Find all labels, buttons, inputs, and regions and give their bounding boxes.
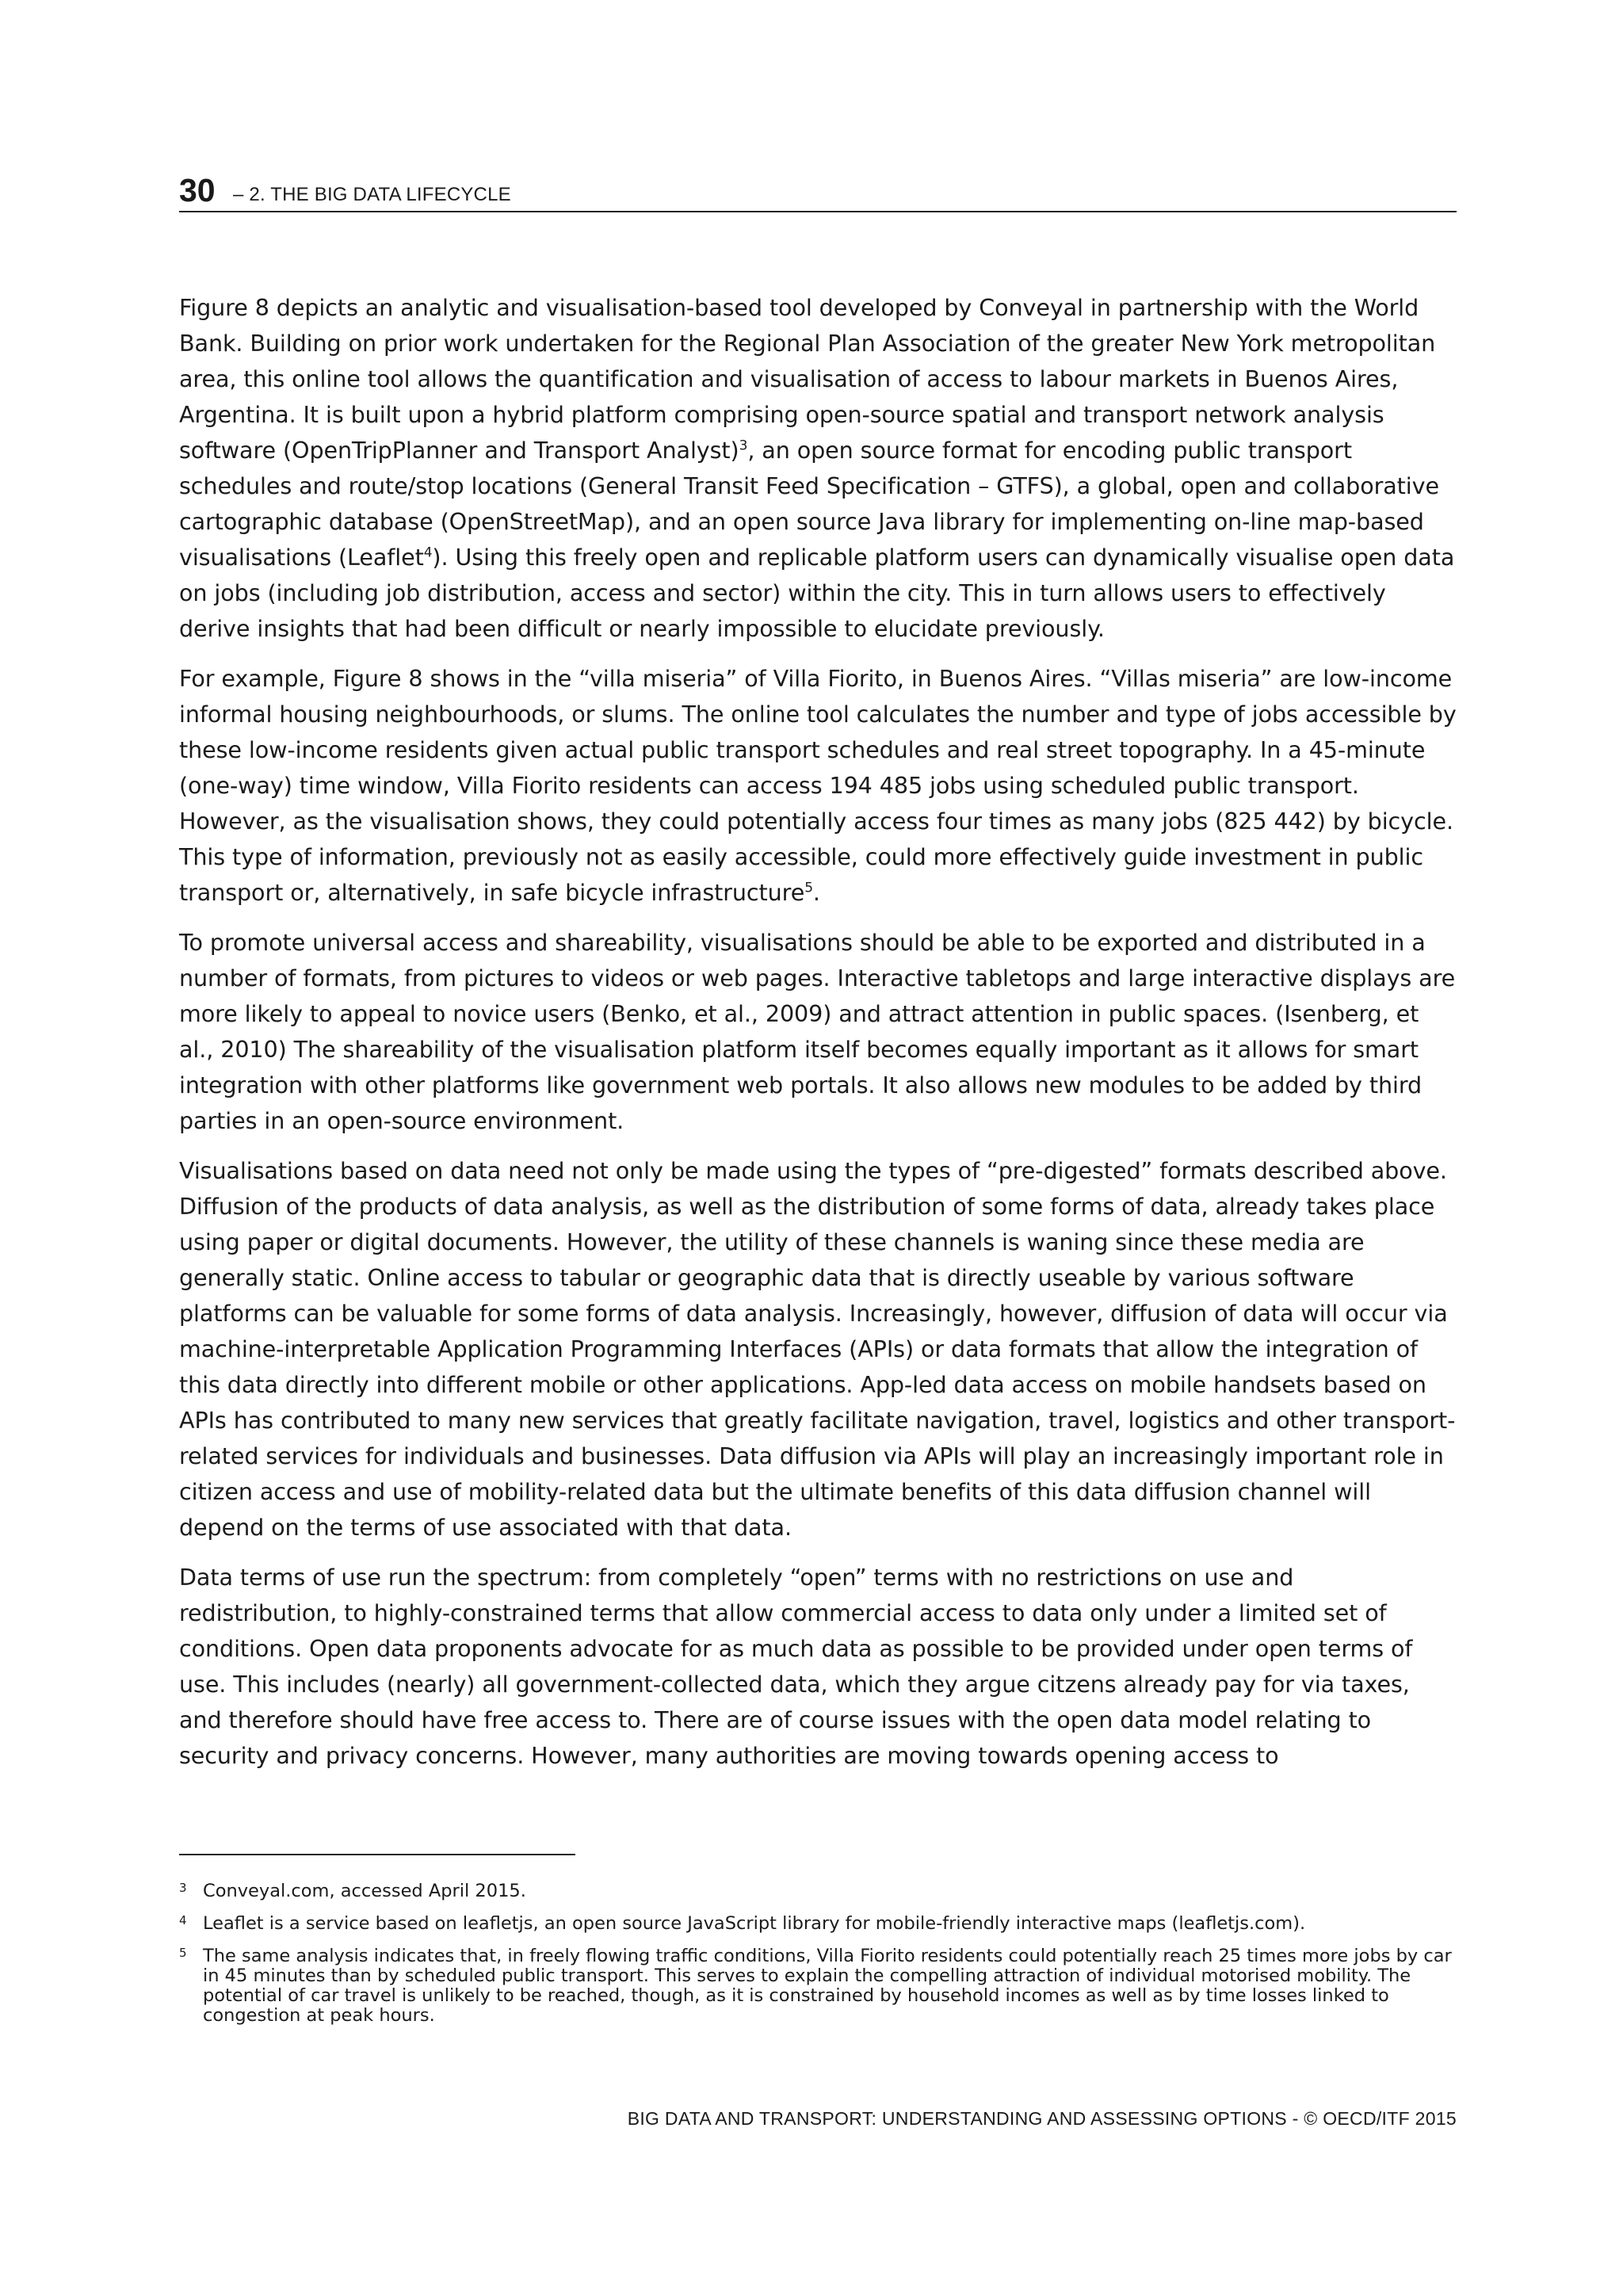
footnote-text: Conveyal.com, accessed April 2015.: [203, 1881, 526, 1901]
paragraph-1: [179, 290, 1457, 647]
paragraph-3: To promote universal access and shareability, visualisations should be able to be exported and distributed in a number of formats, from pictures to videos or web pages. Interactive tabletops and large interactive displays are more likely to appeal to novice users (Benko, et al., 2009) and attract attention in public spaces. (Isenberg, et al., 2010) The shareability of the visualisation platform itself becomes equally important as it allows for smart integration with other platforms like government web portals. It also allows new modules to be added by third parties in an open-source environment.: [179, 929, 1456, 1134]
footnote-5: [179, 1946, 1457, 2026]
footnote-mark: 5: [179, 1946, 187, 1960]
footnote-ref-5: 5: [804, 880, 813, 896]
paragraph-2: [179, 661, 1457, 911]
footnote-mark: 4: [179, 1913, 187, 1927]
page-header: [179, 171, 1457, 212]
footnote-text: The same analysis indicates that, in freely flowing traffic conditions, Villa Fiorito residents could potentially reach 25 times more jobs by car in 45 minutes than by scheduled public transport. This serves to explain the compelling attraction of individual motorised mobility. The potential of car travel is unlikely to be reached, though, as it is constrained by household incomes as well as by time losses linked to congestion at peak hours.: [203, 1946, 1452, 2026]
footnotes: [179, 1881, 1457, 2038]
paragraph-5: Data terms of use run the spectrum: from completely “open” terms with no restrictions on use and redistribution, to highly-constrained terms that allow commercial access to data only under a limited set of conditions. Open data proponents advocate for as much data as possible to be provided under open terms of use. This includes (nearly) all government-collected data, which they argue citzens already pay for via taxes, and therefore should have free access to. There are of course issues with the open data model relating to security and privacy concerns. However, many authorities are moving towards opening access to: [179, 1564, 1413, 1769]
footnote-mark: 3: [179, 1881, 187, 1895]
footnote-ref-3: 3: [739, 437, 748, 454]
footnote-text: Leaflet is a service based on leafletjs, an open source JavaScript library for mobile-friendly interactive maps (leafletjs.com).: [203, 1913, 1306, 1934]
paragraph-2-text-b: .: [812, 879, 820, 906]
footnote-separator: [179, 1854, 575, 1855]
paragraph-1-text-c: ). Using this freely open and replicable platform users can dynamically visualise open data on jobs (including job distribution, access and sector) within the city. This in turn allows users to effectively derive insights that had been difficult or nearly impossible to elucidate previously.: [179, 544, 1455, 642]
page-footer: BIG DATA AND TRANSPORT: UNDERSTANDING AND ASSESSING OPTIONS - © OECD/ITF 2015: [627, 2108, 1457, 2129]
footnote-ref-4: 4: [423, 544, 433, 561]
running-title: – 2. THE BIG DATA LIFECYCLE: [233, 184, 511, 205]
footnote-4: [179, 1914, 1457, 1934]
paragraph-2-text-a: For example, Figure 8 shows in the “villa miseria” of Villa Fiorito, in Buenos Aires. “Villas miseria” are low-income informal housing neighbourhoods, or slums. The online tool calculates the number and type of jobs accessible by these low-income residents given actual public transport schedules and real street topography. In a 45-minute (one-way) time window, Villa Fiorito residents can access 194 485 jobs using scheduled public transport. However, as the visualisation shows, they could potentially access four times as many jobs (825 442) by bicycle. This type of information, previously not as easily accessible, could more effectively guide investment in public transport or, alternatively, in safe bicycle infrastructure: [179, 665, 1457, 906]
page-number: 30: [179, 172, 216, 208]
footnote-3: [179, 1881, 1457, 1901]
paragraph-1-text-b: , an open source format for encoding public transport schedules and route/stop locations (General Transit Feed Specification – GTFS), a global, open and collaborative cartographic database (OpenStreetMap), and an open source Java library for implementing on-line map-based visualisations (Leaflet: [179, 437, 1439, 571]
paragraph-4: Visualisations based on data need not only be made using the types of “pre-digested” formats described above. Diffusion of the products of data analysis, as well as the distribution of some forms of data, already takes place using paper or digital documents. However, the utility of these channels is waning since these media are generally static. Online access to tabular or geographic data that is directly useable by various software platforms can be valuable for some forms of data analysis. Increasingly, however, diffusion of data will occur via machine-interpretable Application Programming Interfaces (APIs) or data formats that allow the integration of this data directly into different mobile or other applications. App-led data access on mobile handsets based on APIs has contributed to many new services that greatly facilitate navigation, travel, logistics and other transport-related services for individuals and businesses. Data diffusion via APIs will play an increasingly important role in citizen access and use of mobility-related data but the ultimate benefits of this data diffusion channel will depend on the terms of use associated with that data.: [179, 1157, 1456, 1541]
body-text: [179, 290, 1457, 1788]
paragraph-1-text-a: Figure 8 depicts an analytic and visualisation-based tool developed by Conveyal in partnership with the World Bank. Building on prior work undertaken for the Regional Plan Association of the greater New York metropolitan area, this online tool allows the quantification and visualisation of access to labour markets in Buenos Aires, Argentina. It is built upon a hybrid platform comprising open-source spatial and transport network analysis software (OpenTripPlanner and Transport Analyst): [179, 294, 1436, 464]
